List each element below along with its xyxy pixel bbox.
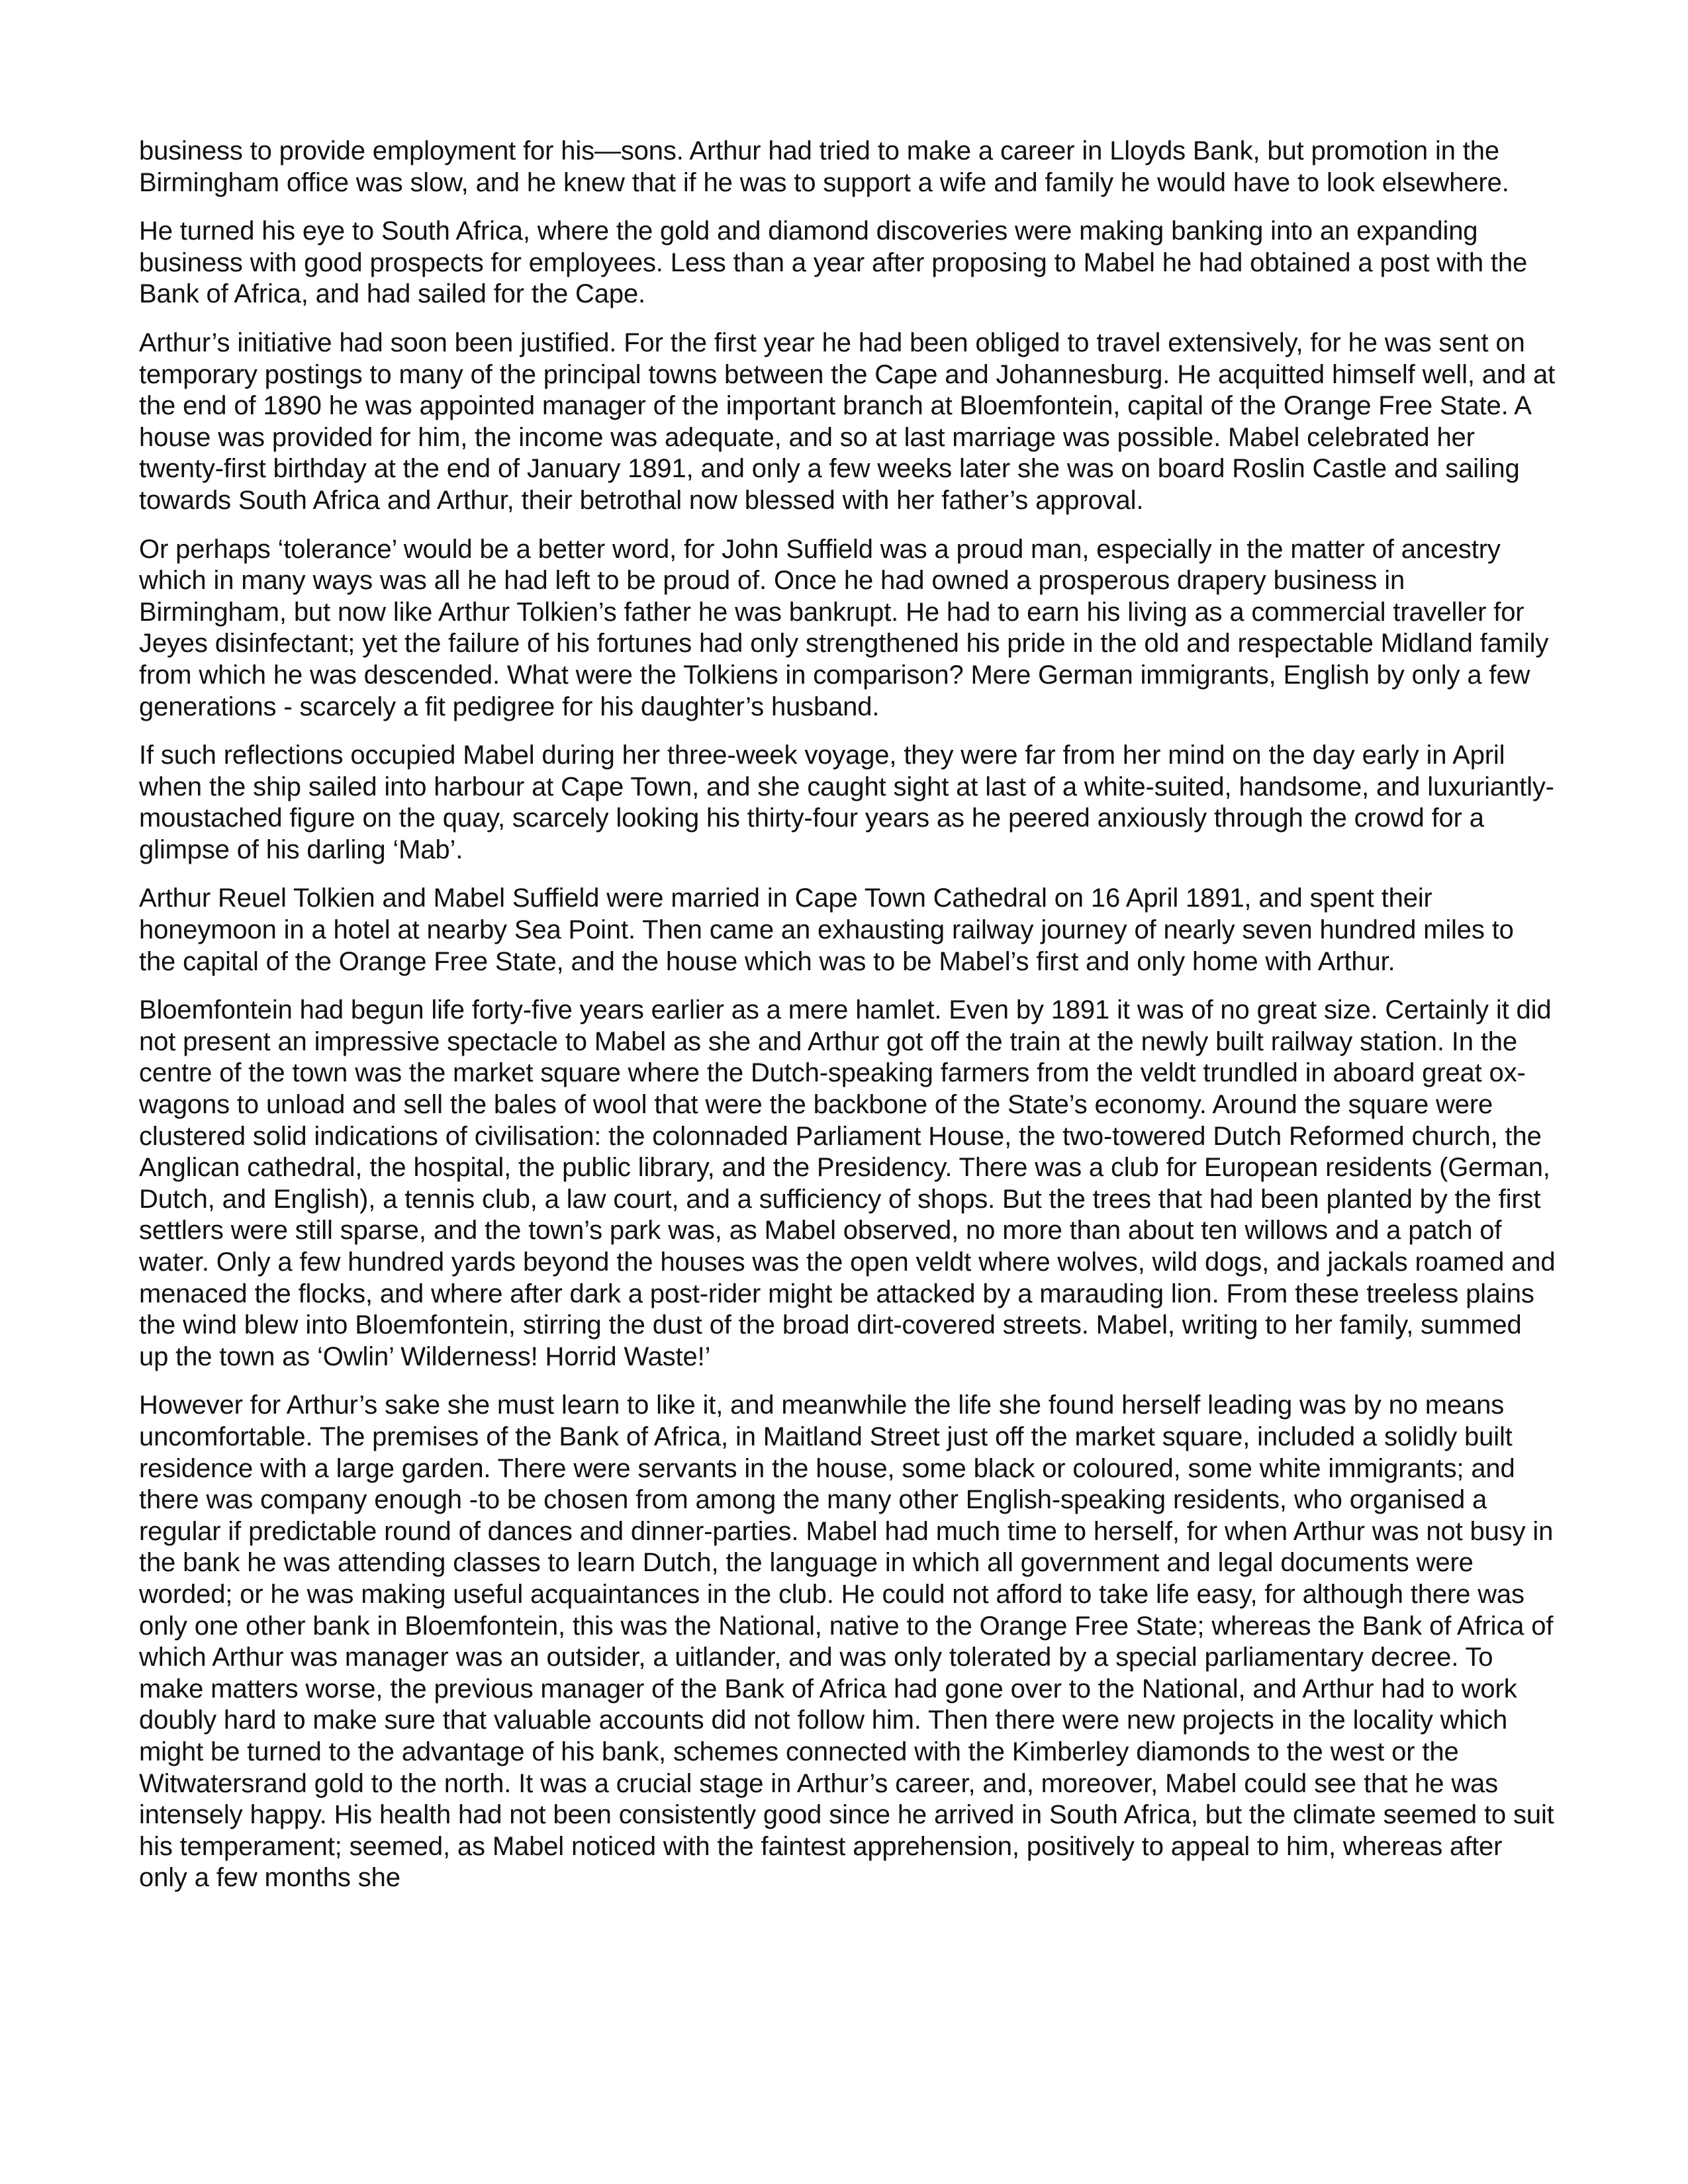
document-page — [139, 136, 1556, 1911]
paragraph: Or perhaps ‘tolerance’ would be a better word, for John Suffield was a proud man, especially in the matter of ancestry which in many ways was all he had left to be proud of. Once he had owned a prosperous drapery business in Birmingham, but now like Arthur Tolkien’s father he was bankrupt. He had to earn his living as a commercial traveller for Jeyes disinfectant; yet the failure of his fortunes had only strengthened his pride in the old and respectable Midland family from which he was descended. What were the Tolkiens in comparison? Mere German immigrants, English by only a few generations - scarcely a fit pedigree for his daughter’s husband. — [139, 534, 1549, 721]
paragraph: He turned his eye to South Africa, where the gold and diamond discoveries were making banking into an expanding business with good prospects for employees. Less than a year after proposing to Mabel he had obtained a post with the Bank of Africa, and had sailed for the Cape. — [139, 216, 1528, 309]
paragraph: business to provide employment for his—sons. Arthur had tried to make a career in Lloyds Bank, but promotion in the Birmingham office was slow, and he knew that if he was to support a wife and family he would have to look elsewhere. — [139, 136, 1509, 197]
paragraph: However for Arthur’s sake she must learn to like it, and meanwhile the life she found herself leading was by no means uncomfortable. The premises of the Bank of Africa, in Maitland Street just off the market square, included a solidly built residence with a large garden. There were servants in the house, some black or coloured, some white immigrants; and there was company enough -to be chosen from among the many other English-speaking residents, who organised a regular if predictable round of dances and dinner-parties. Mabel had much time to herself, for when Arthur was not busy in the bank he was attending classes to learn Dutch, the language in which all government and legal documents were worded; or he was making useful acquaintances in the club. He could not afford to take life easy, for although there was only one other bank in Bloemfontein, this was the National, native to the Orange Free State; whereas the Bank of Africa of which Arthur was manager was an outsider, a uitlander, and was only tolerated by a special parliamentary decree. To make matters worse, the previous manager of the Bank of Africa had gone over to the National, and Arthur had to work doubly hard to make sure that valuable accounts did not follow him. Then there were new projects in the locality which might be turned to the advantage of his bank, schemes connected with the Kimberley diamonds to the west or the Witwatersrand gold to the north. It was a crucial stage in Arthur’s career, and, moreover, Mabel could see that he was intensely happy. His health had not been consistently good since he arrived in South Africa, but the climate seemed to suit his temperament; seemed, as Mabel noticed with the faintest apprehension, positively to appeal to him, whereas after only a few months she — [139, 1390, 1554, 1893]
paragraph: Bloemfontein had begun life forty-five years earlier as a mere hamlet. Even by 1891 it was of no great size. Certainly it did not present an impressive spectacle to Mabel as she and Arthur got off the train at the newly built railway station. In the centre of the town was the market square where the Dutch-speaking farmers from the veldt trundled in aboard great ox-wagons to unload and sell the bales of wool that were the backbone of the State’s economy. Around the square were clustered solid indications of civilisation: the colonnaded Parliament House, the two-towered Dutch Reformed church, the Anglican cathedral, the hospital, the public library, and the Presidency. There was a club for European residents (German, Dutch, and English), a tennis club, a law court, and a sufficiency of shops. But the trees that had been planted by the first settlers were still sparse, and the town’s park was, as Mabel observed, no more than about ten willows and a patch of water. Only a few hundred yards beyond the houses was the open veldt where wolves, wild dogs, and jackals roamed and menaced the flocks, and where after dark a post-rider might be attacked by a marauding lion. From these treeless plains the wind blew into Bloemfontein, stirring the dust of the broad dirt-covered streets. Mabel, writing to her family, summed up the town as ‘Owlin’ Wilderness! Horrid Waste!’ — [139, 995, 1556, 1371]
paragraph: If such reflections occupied Mabel during her three-week voyage, they were far from her mind on the day early in April when the ship sailed into harbour at Cape Town, and she caught sight at last of a white-suited, handsome, and luxuriantly-moustached figure on the quay, scarcely looking his thirty-four years as he peered anxiously through the crowd for a glimpse of his darling ‘Mab’. — [139, 741, 1554, 864]
paragraph: Arthur’s initiative had soon been justified. For the first year he had been obliged to travel extensively, for he was sent on temporary postings to many of the principal towns between the Cape and Johannesburg. He acquitted himself well, and at the end of 1890 he was appointed manager of the important branch at Bloemfontein, capital of the Orange Free State. A house was provided for him, the income was adequate, and so at last marriage was possible. Mabel celebrated her twenty-first birthday at the end of January 1891, and only a few weeks later she was on board Roslin Castle and sailing towards South Africa and Arthur, their betrothal now blessed with her father’s approval. — [139, 328, 1556, 515]
paragraph: Arthur Reuel Tolkien and Mabel Suffield were married in Cape Town Cathedral on 16 April 1891, and spent their honeymoon in a hotel at nearby Sea Point. Then came an exhausting railway journey of nearly seven hundred miles to the capital of the Orange Free State, and the house which was to be Mabel’s first and only home with Arthur. — [139, 884, 1514, 976]
